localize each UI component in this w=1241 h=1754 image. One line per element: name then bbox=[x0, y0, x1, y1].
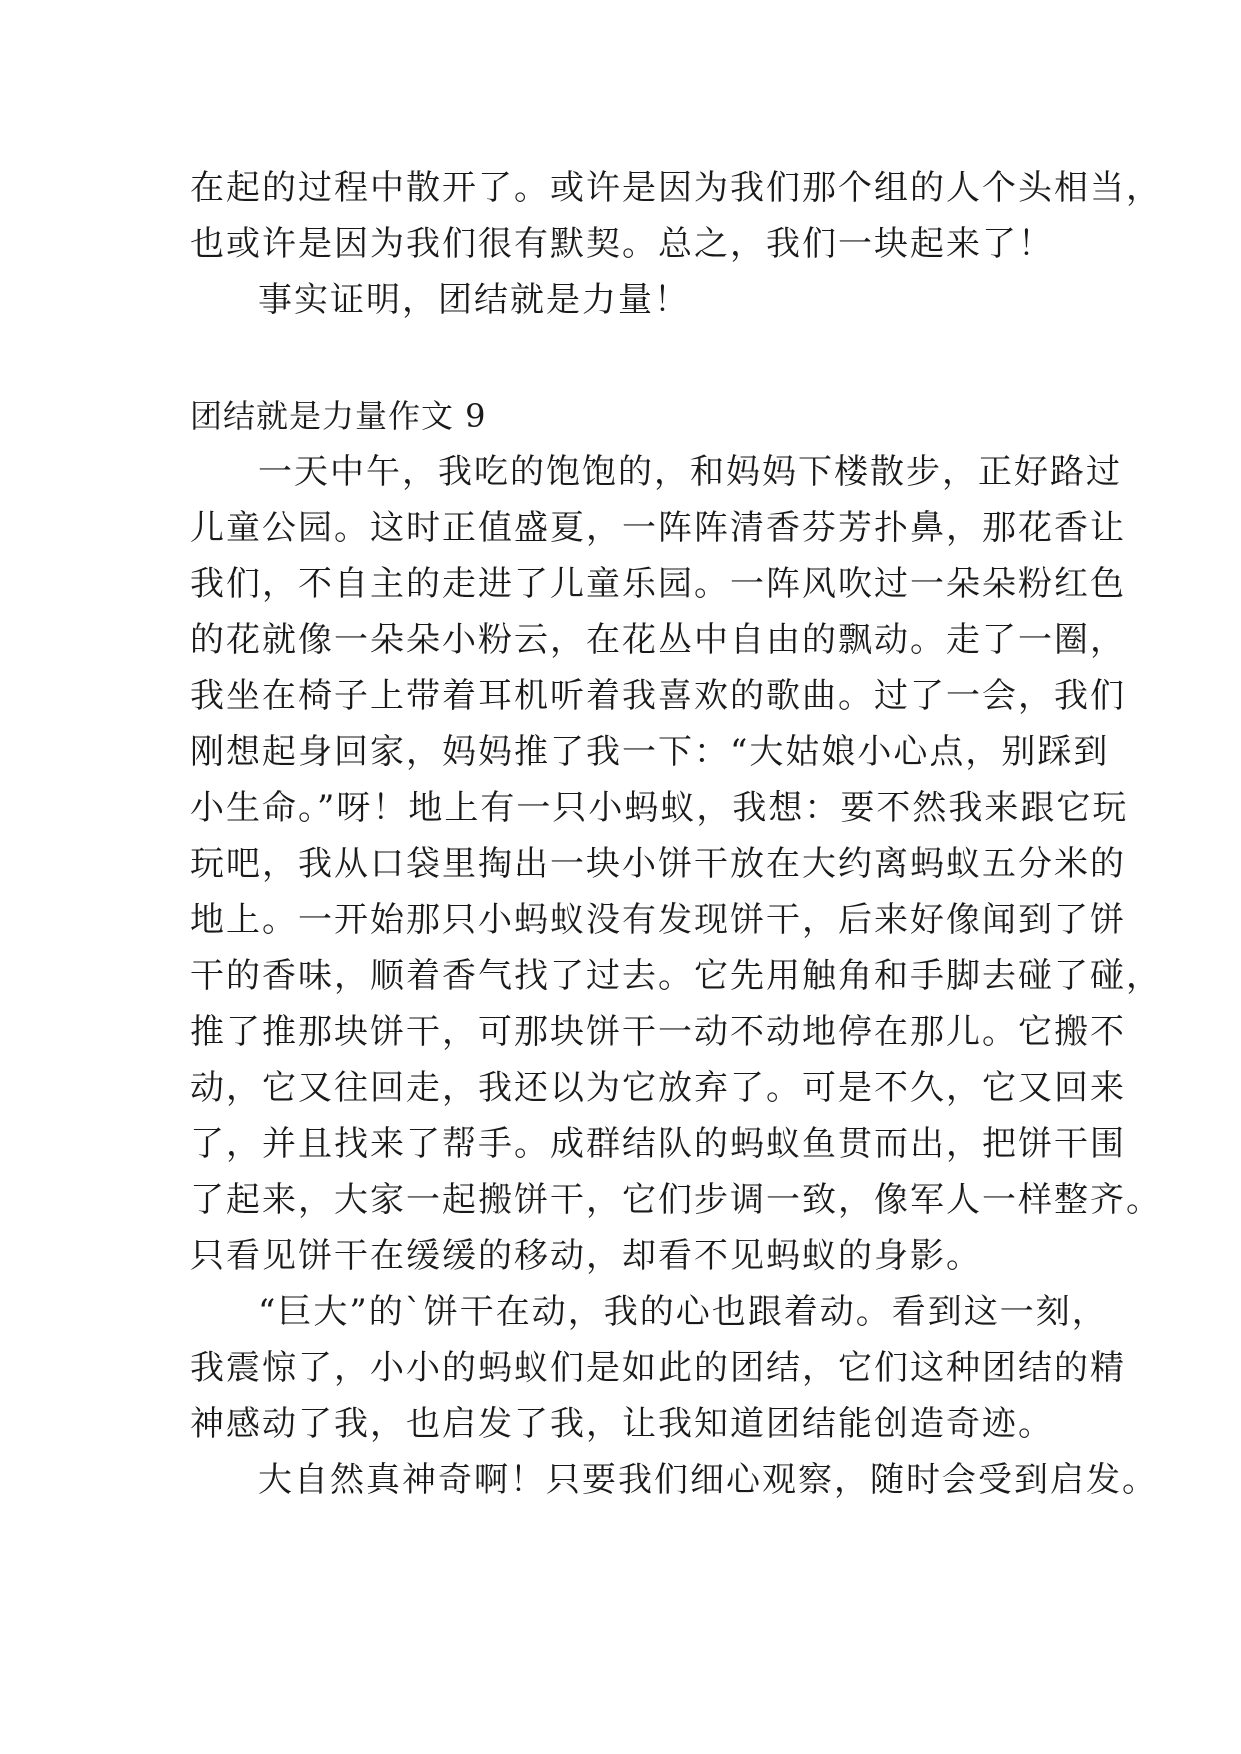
paragraph-line: 一天中午，我吃的饱饱的，和妈妈下楼散步，正好路过 bbox=[258, 452, 1122, 492]
text-line: 推了推那块饼干，可那块饼干一动不动地停在那儿。它搬不 bbox=[190, 1012, 1126, 1052]
text-line: 了，并且找来了帮手。成群结队的蚂蚁鱼贯而出，把饼干围 bbox=[190, 1124, 1126, 1164]
paragraph-line: “巨大”的`饼干在动，我的心也跟着动。看到这一刻， bbox=[258, 1292, 1108, 1332]
text-line: 我坐在椅子上带着耳机听着我喜欢的歌曲。过了一会，我们 bbox=[190, 676, 1126, 716]
text-line: 只看见饼干在缓缓的移动，却看不见蚂蚁的身影。 bbox=[190, 1236, 982, 1276]
text-line: 也或许是因为我们很有默契。总之，我们一块起来了！ bbox=[190, 224, 1054, 264]
text-line: 的花就像一朵朵小粉云，在花丛中自由的飘动。走了一圈， bbox=[190, 620, 1126, 660]
paragraph-line: 事实证明，团结就是力量！ bbox=[258, 280, 690, 320]
text-line: 在起的过程中散开了。或许是因为我们那个组的人个头相当， bbox=[190, 168, 1162, 208]
text-line: 我震惊了，小小的蚂蚁们是如此的团结，它们这种团结的精 bbox=[190, 1348, 1126, 1388]
text-line: 了起来，大家一起搬饼干，它们步调一致，像军人一样整齐。 bbox=[190, 1180, 1162, 1220]
text-line: 小生命。”呀！地上有一只小蚂蚁，我想：要不然我来跟它玩 bbox=[190, 788, 1129, 828]
text-line: 儿童公园。这时正值盛夏，一阵阵清香芬芳扑鼻，那花香让 bbox=[190, 508, 1126, 548]
text-line: 刚想起身回家，妈妈推了我一下：“大姑娘小心点，别踩到 bbox=[190, 732, 1110, 772]
section-heading: 团结就是力量作文 9 bbox=[190, 397, 487, 435]
text-line: 我们，不自主的走进了儿童乐园。一阵风吹过一朵朵粉红色 bbox=[190, 564, 1126, 604]
paragraph-line: 大自然真神奇啊！只要我们细心观察，随时会受到启发。 bbox=[258, 1460, 1158, 1500]
text-line: 地上。一开始那只小蚂蚁没有发现饼干，后来好像闻到了饼 bbox=[190, 900, 1126, 940]
text-line: 动，它又往回走，我还以为它放弃了。可是不久，它又回来 bbox=[190, 1068, 1126, 1108]
text-line: 玩吧，我从口袋里掏出一块小饼干放在大约离蚂蚁五分米的 bbox=[190, 844, 1126, 884]
text-line: 干的香味，顺着香气找了过去。它先用触角和手脚去碰了碰， bbox=[190, 956, 1162, 996]
text-line: 神感动了我，也启发了我，让我知道团结能创造奇迹。 bbox=[190, 1404, 1054, 1444]
